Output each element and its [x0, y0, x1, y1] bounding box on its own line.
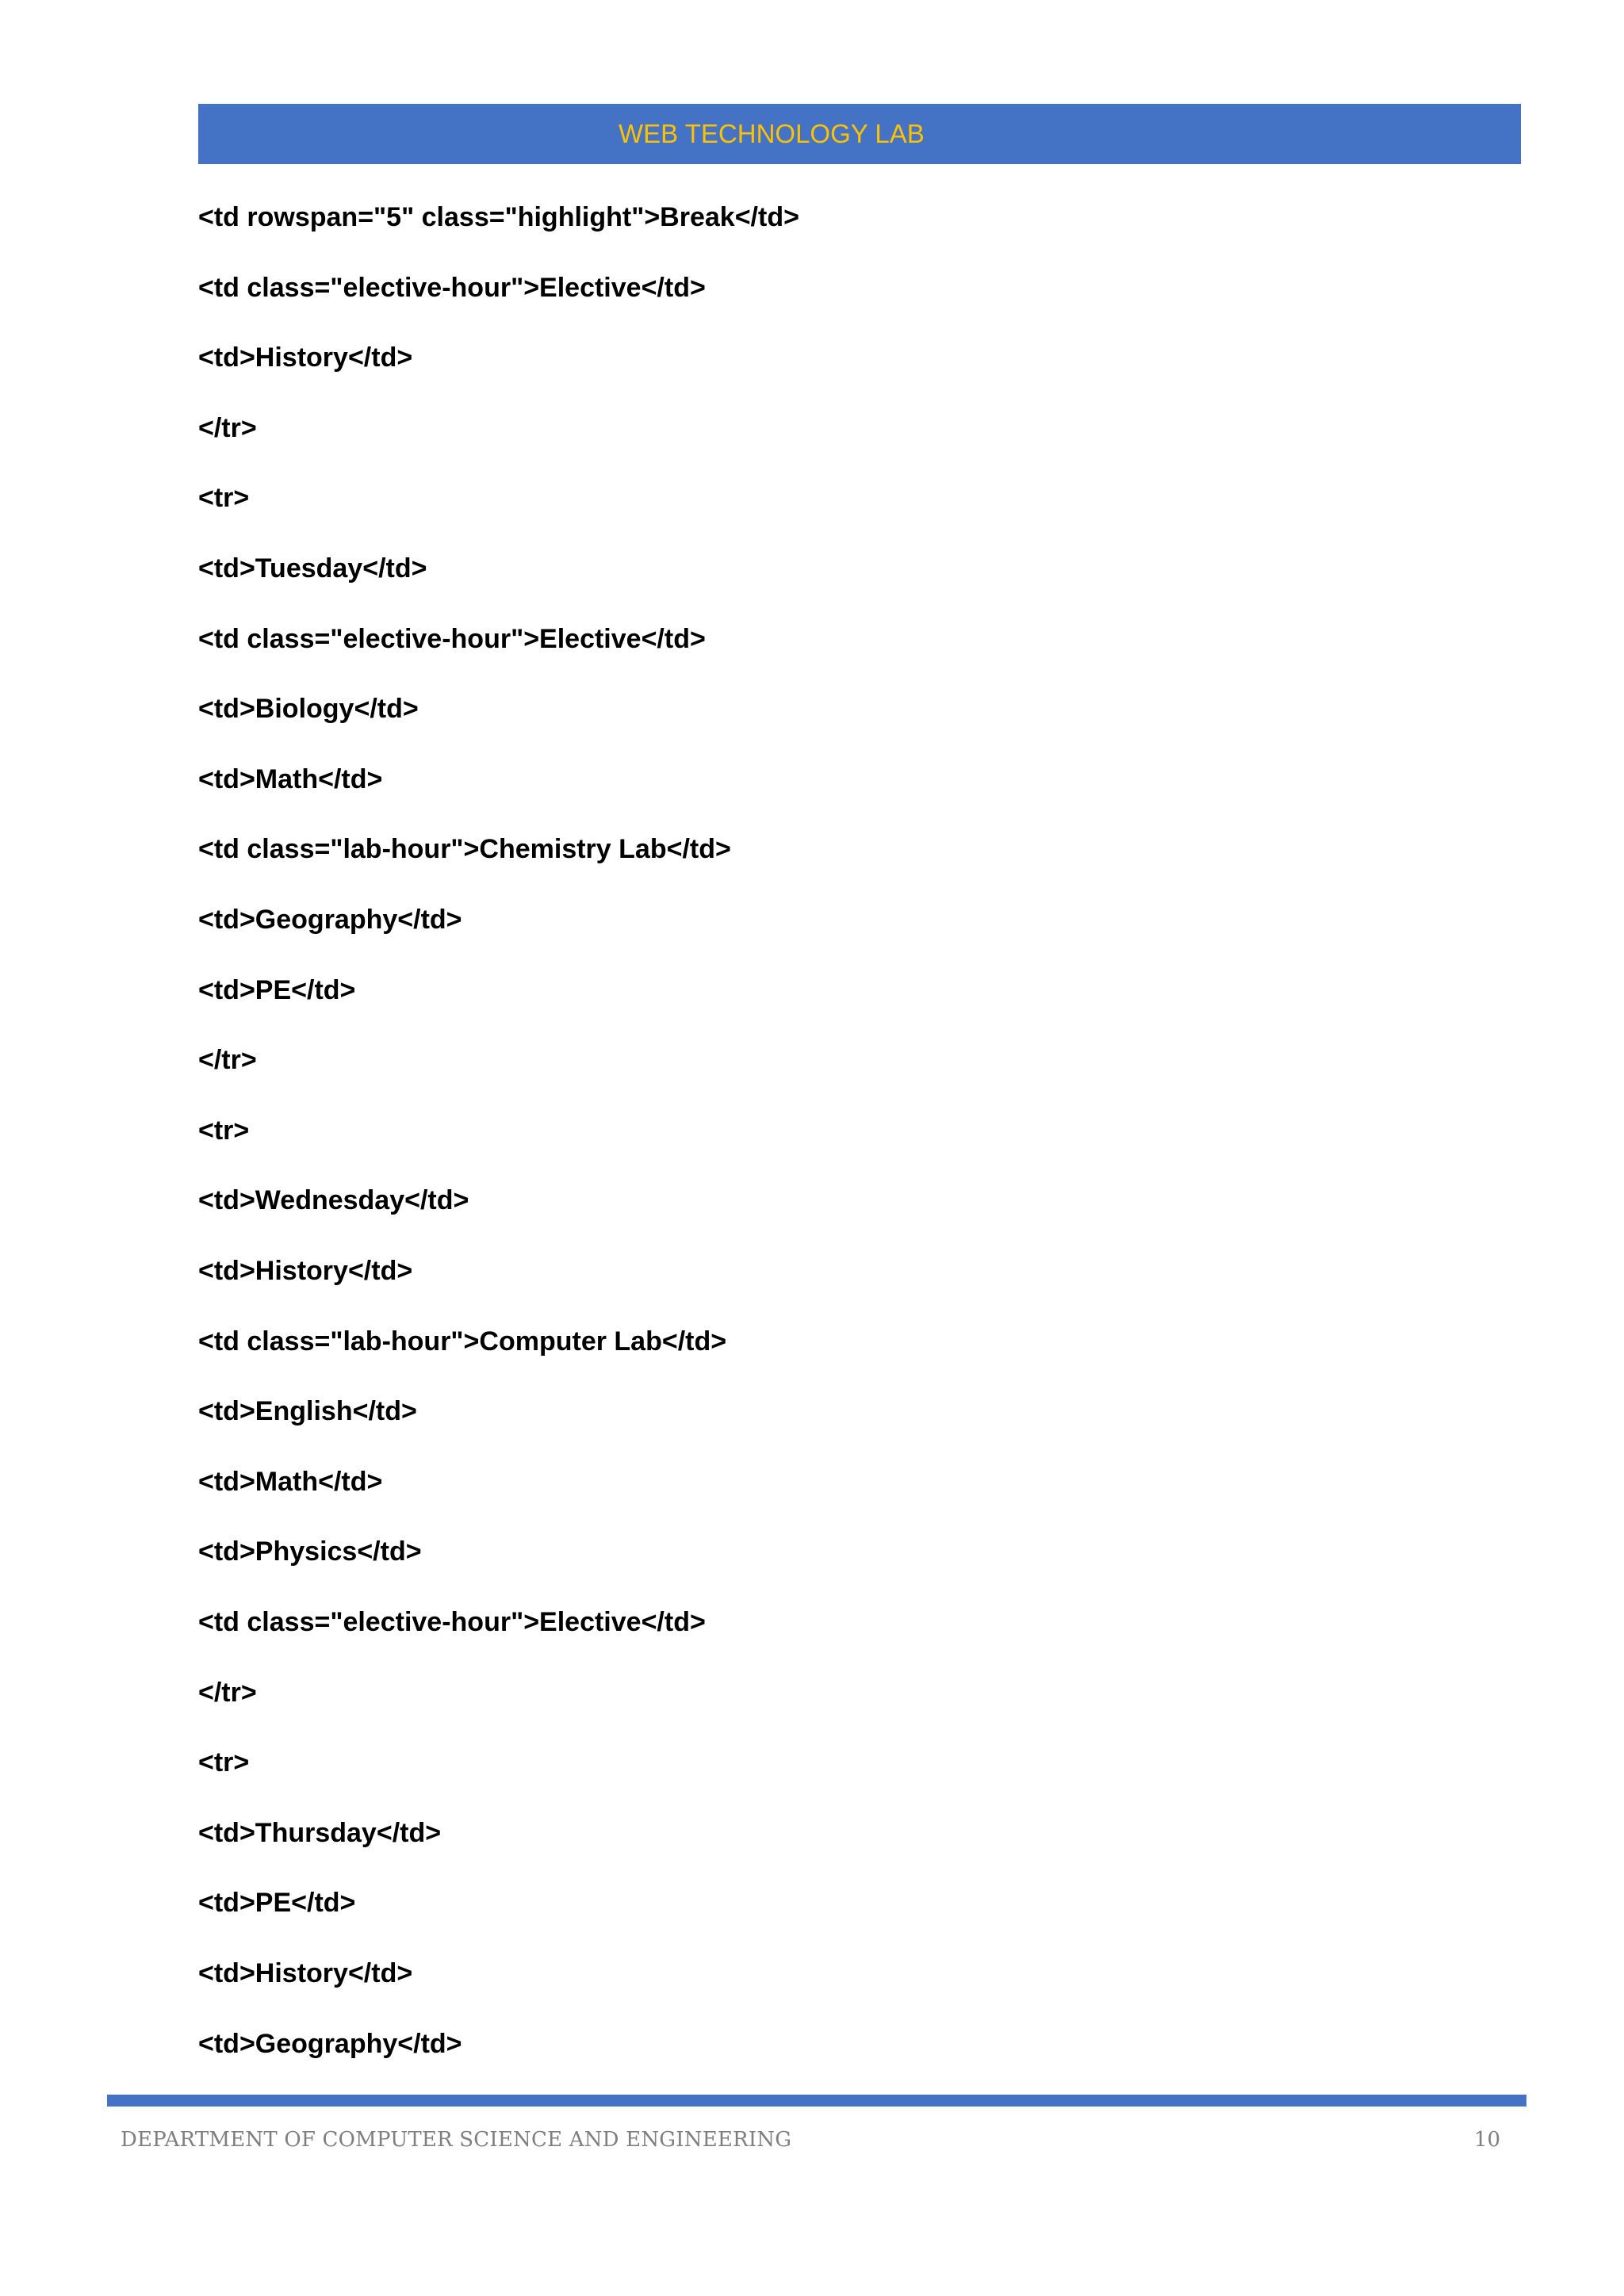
code-line: <td>Wednesday</td> — [198, 1185, 469, 1215]
code-line: <td class="lab-hour">Computer Lab</td> — [198, 1326, 727, 1357]
code-line: <td rowspan="5" class="highlight">Break</td> — [198, 202, 799, 232]
code-line: <tr> — [198, 1747, 250, 1777]
footer-department: DEPARTMENT OF COMPUTER SCIENCE AND ENGINEERING — [121, 2128, 792, 2152]
code-line: <tr> — [198, 483, 250, 513]
code-line: <td>Biology</td> — [198, 694, 419, 724]
code-line: <td>Geography</td> — [198, 2029, 462, 2059]
code-line: <td>Thursday</td> — [198, 1818, 442, 1848]
header-title: WEB TECHNOLOGY LAB — [619, 119, 925, 148]
code-line: </tr> — [198, 1045, 257, 1075]
code-line: <td>PE</td> — [198, 1888, 356, 1918]
page-number: 10 — [1473, 2128, 1500, 2152]
code-line: <td>Tuesday</td> — [198, 553, 427, 584]
code-line: <td>PE</td> — [198, 975, 356, 1005]
code-line: </tr> — [198, 1678, 257, 1708]
code-line: <td class="elective-hour">Elective</td> — [198, 624, 706, 654]
header-bar — [198, 104, 1521, 164]
code-line: <td>Math</td> — [198, 1467, 383, 1497]
code-line: <td>History</td> — [198, 1256, 413, 1286]
code-line: <td class="elective-hour">Elective</td> — [198, 1607, 706, 1637]
code-line: <td>History</td> — [198, 342, 413, 373]
code-line: <td class="lab-hour">Chemistry Lab</td> — [198, 834, 731, 864]
footer-rule — [107, 2095, 1526, 2107]
code-line: <td>History</td> — [198, 1958, 413, 1988]
code-line: <td>English</td> — [198, 1396, 417, 1426]
code-line: <tr> — [198, 1115, 250, 1146]
code-line: <td>Physics</td> — [198, 1536, 422, 1567]
code-line: <td class="elective-hour">Elective</td> — [198, 273, 706, 303]
code-line: <td>Math</td> — [198, 764, 383, 794]
code-line: </tr> — [198, 413, 257, 443]
code-line: <td>Geography</td> — [198, 905, 462, 935]
